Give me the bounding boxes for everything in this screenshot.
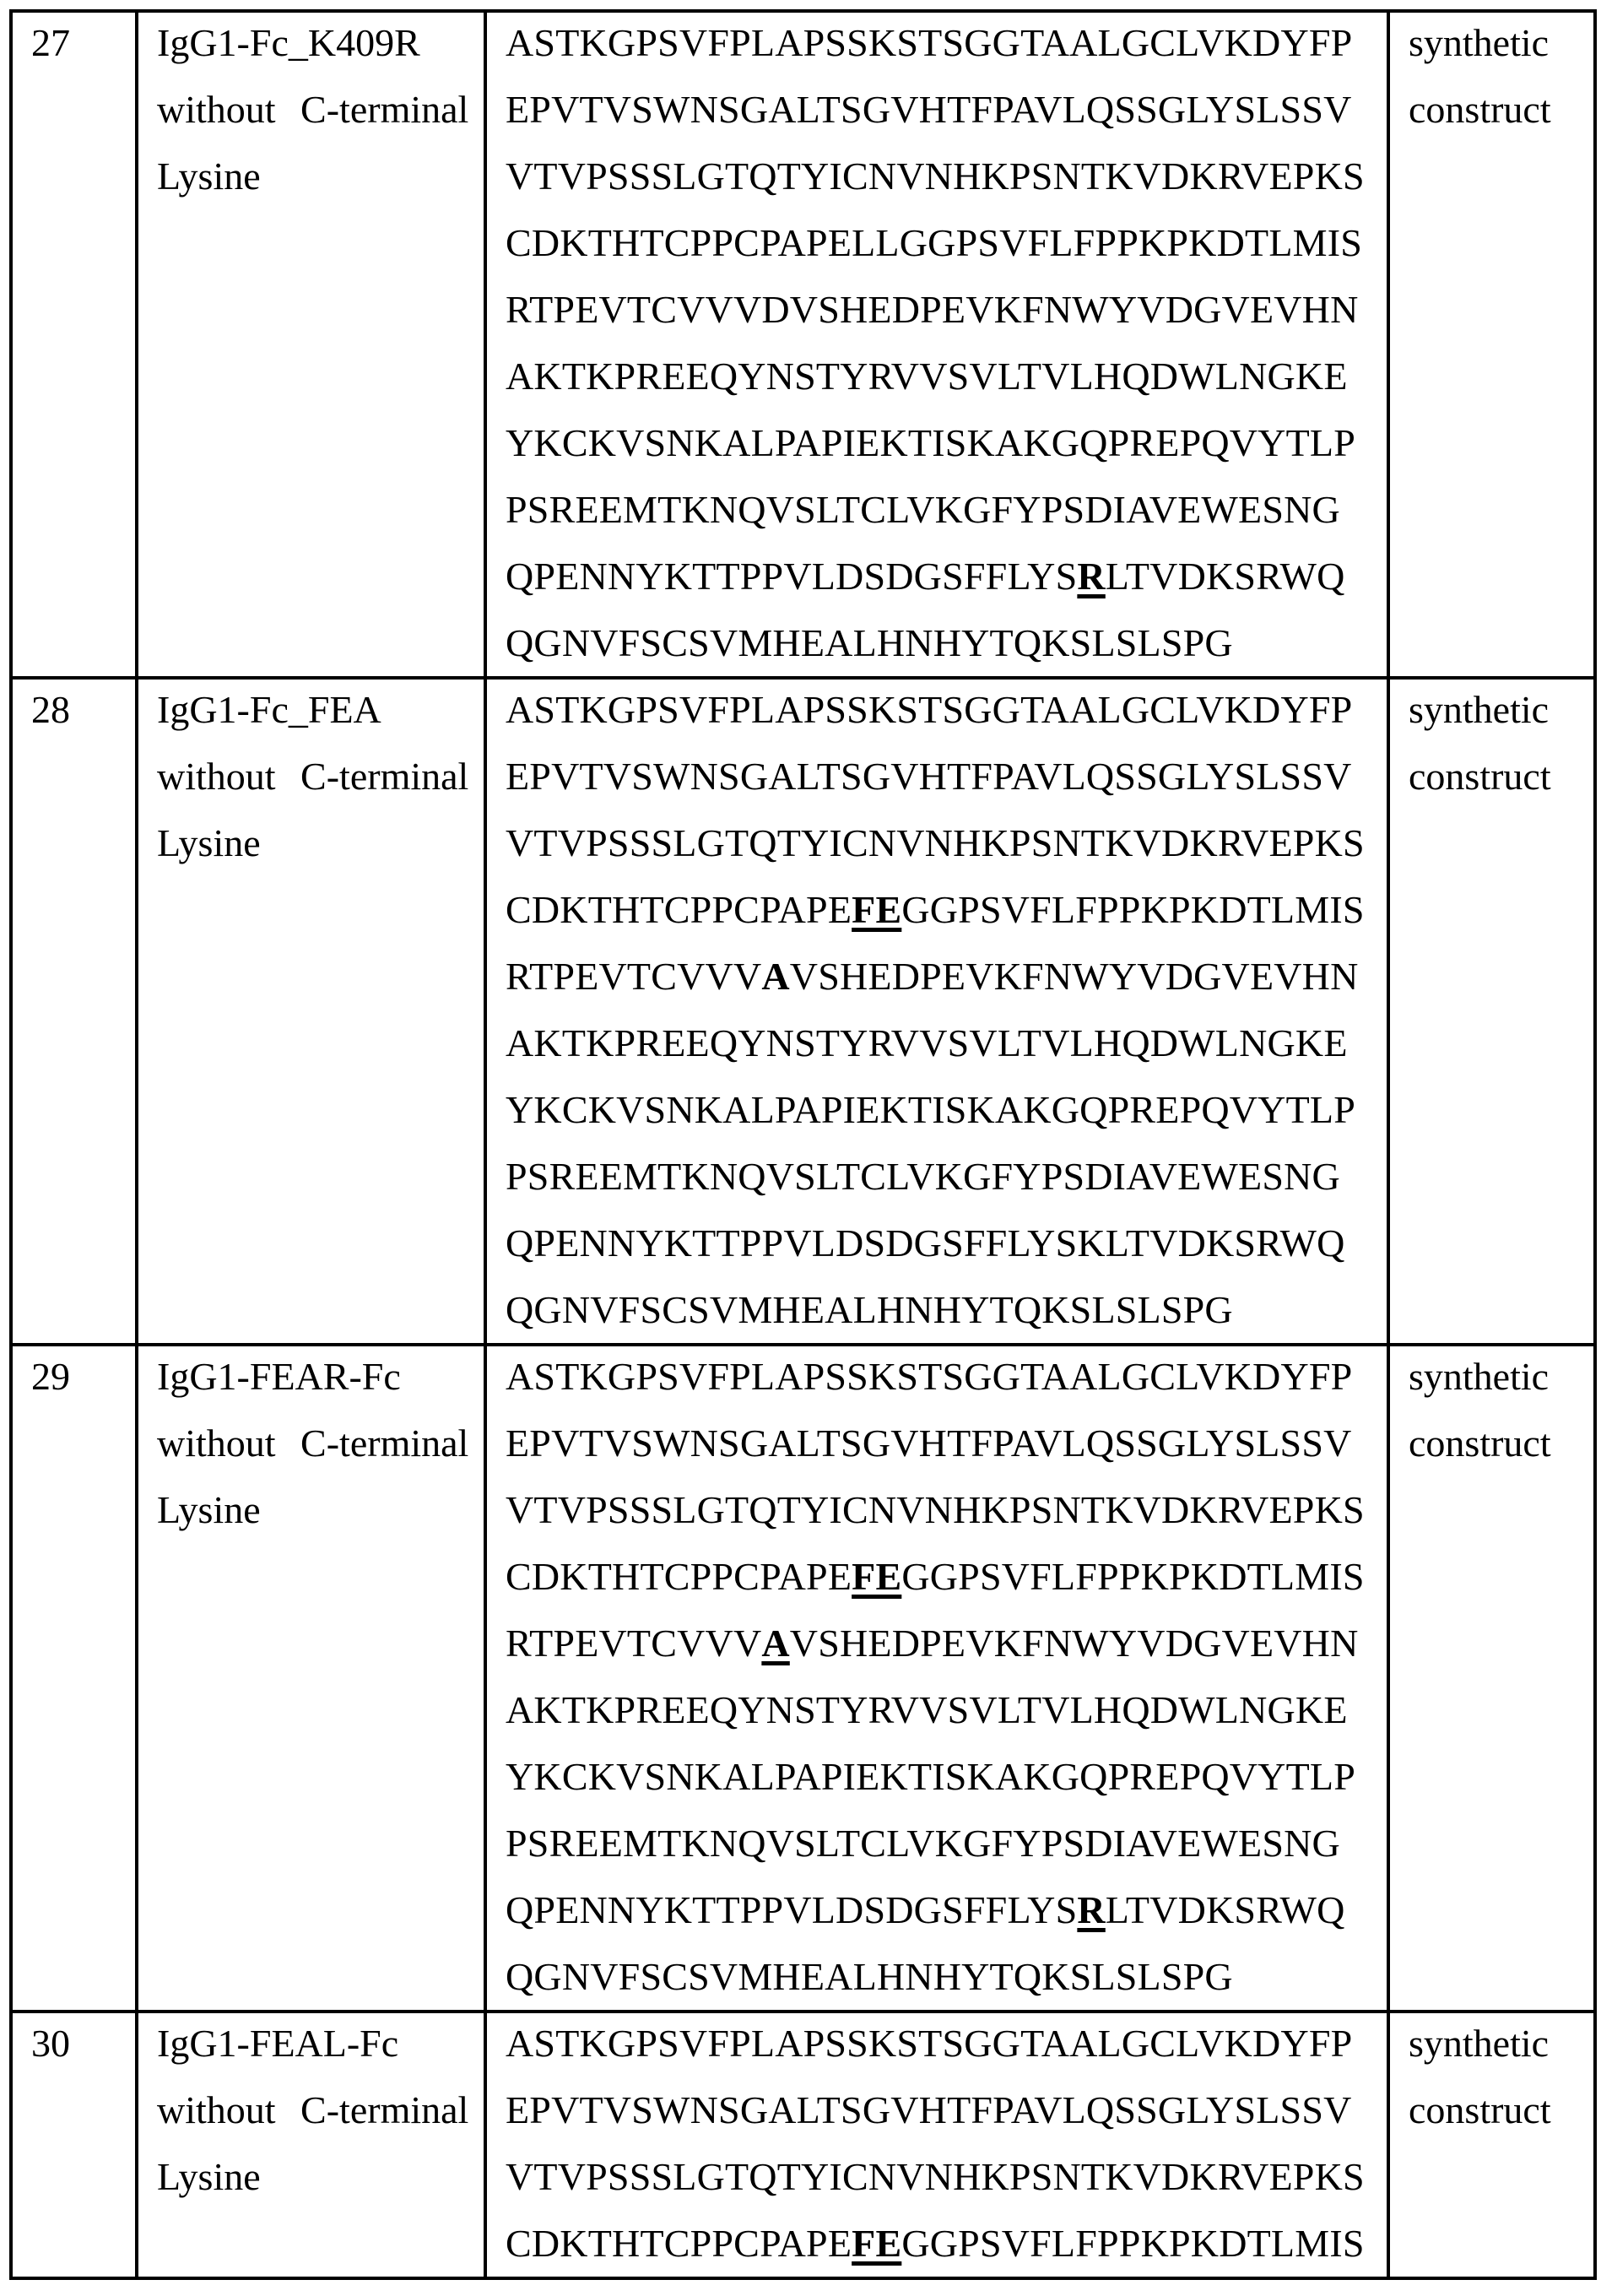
sequence-segment: VTVPSSSLGTQTYICNVNHKPSNTKVDKRVEPKS	[506, 154, 1365, 198]
sequence-segment: QGNVFSCSVMHEALHNHYTQKSLSLSPG	[506, 1288, 1233, 1331]
sequence-line	[506, 76, 1387, 143]
mutation-residue: FE	[852, 2222, 902, 2265]
sequence-segment: QGNVFSCSVMHEALHNHYTQKSLSLSPG	[506, 621, 1233, 664]
mutation-residue: A	[761, 955, 790, 998]
sequence-line	[506, 2210, 1387, 2277]
organism-source	[1409, 2010, 1593, 2143]
construct-name	[157, 1343, 475, 1543]
seq-id-cell	[11, 11, 137, 678]
sequence-line	[506, 2010, 1387, 2077]
sequence-segment: ASTKGPSVFPLAPSSKSTSGGTAALGCLVKDYFP	[506, 688, 1353, 731]
sequence-cell	[485, 11, 1388, 678]
sequence-segment: CDKTHTCPPCPAPE	[506, 1555, 852, 1598]
sequence-line	[506, 1676, 1387, 1743]
sequence-segment: CDKTHTCPPCPAPELLGGPSVFLFPPKPKDTLMIS	[506, 221, 1363, 264]
sequence-segment: CDKTHTCPPCPAPE	[506, 888, 852, 931]
sequence-segment: EPVTVSWNSGALTSGVHTFPAVLQSSGLYSLSSV	[506, 1421, 1352, 1465]
sequence-segment: RTPEVTCVVVDVSHEDPEVKFNWYVDGVEVHN	[506, 288, 1359, 331]
source-cell	[1388, 2012, 1595, 2278]
sequence-segment: RTPEVTCVVV	[506, 1622, 762, 1665]
sequence-line	[506, 1276, 1387, 1343]
source-line: construct	[1409, 2088, 1551, 2131]
construct-name-line: without C-terminal	[157, 1421, 469, 1465]
table-body	[11, 11, 1595, 2278]
sequence-line	[506, 876, 1387, 943]
sequence-line	[506, 1076, 1387, 1143]
sequence-line	[506, 143, 1387, 209]
sequence-segment: LTVDKSRWQ	[1105, 555, 1345, 598]
sequence-cell	[485, 1345, 1388, 2012]
sequence-segment: EPVTVSWNSGALTSGVHTFPAVLQSSGLYSLSSV	[506, 88, 1352, 131]
construct-name	[157, 2010, 475, 2210]
sequence-segment: GGPSVFLFPPKPKDTLMIS	[901, 888, 1365, 931]
sequence-segment: CDKTHTCPPCPAPE	[506, 2222, 852, 2265]
sequence-segment: VTVPSSSLGTQTYICNVNHKPSNTKVDKRVEPKS	[506, 821, 1365, 864]
construct-name	[157, 9, 475, 209]
sequence-segment: PSREEMTKNQVSLTCLVKGFYPSDIAVEWESNG	[506, 488, 1340, 531]
sequence-table	[9, 9, 1597, 2280]
sequence-segment: AKTKPREEQYNSTYRVVSVLTVLHQDWLNGKE	[506, 1688, 1348, 1731]
sequence-segment: YKCKVSNKALPAPIEKTISKAKGQPREPQVYTLP	[506, 421, 1355, 464]
source-line: synthetic	[1409, 2022, 1550, 2065]
sequence-segment: QPENNYKTTPPVLDSDGSFFLYSKLTVDKSRWQ	[506, 1221, 1345, 1264]
sequence-line	[506, 543, 1387, 609]
source-line: construct	[1409, 88, 1551, 131]
construct-name-line: IgG1-Fc_FEA	[157, 688, 381, 731]
mutation-residue: R	[1077, 555, 1106, 598]
seq-id: 28	[31, 688, 70, 731]
sequence-line	[506, 810, 1387, 876]
construct-name-line: without C-terminal	[157, 755, 469, 798]
sequence-line	[506, 1143, 1387, 1210]
table-row	[11, 11, 1595, 678]
sequence-segment: AKTKPREEQYNSTYRVVSVLTVLHQDWLNGKE	[506, 1021, 1348, 1064]
seq-id-cell	[11, 678, 137, 1345]
amino-acid-sequence	[506, 1343, 1387, 2010]
sequence-line	[506, 1743, 1387, 1810]
sequence-segment: AKTKPREEQYNSTYRVVSVLTVLHQDWLNGKE	[506, 355, 1348, 398]
sequence-segment: VSHEDPEVKFNWYVDGVEVHN	[789, 955, 1359, 998]
sequence-line	[506, 2077, 1387, 2143]
sequence-segment: GGPSVFLFPPKPKDTLMIS	[901, 2222, 1365, 2265]
sequence-segment: EPVTVSWNSGALTSGVHTFPAVLQSSGLYSLSSV	[506, 2088, 1352, 2131]
mutation-residue: FE	[852, 888, 902, 931]
construct-name-line: IgG1-Fc_K409R	[157, 21, 420, 64]
sequence-line	[506, 476, 1387, 543]
name-cell	[137, 678, 485, 1345]
sequence-segment: PSREEMTKNQVSLTCLVKGFYPSDIAVEWESNG	[506, 1155, 1340, 1198]
sequence-cell	[485, 2012, 1388, 2278]
sequence-segment: RTPEVTCVVV	[506, 955, 762, 998]
sequence-line	[506, 1343, 1387, 1410]
seq-id-cell	[11, 1345, 137, 2012]
construct-name-line: Lysine	[157, 2155, 261, 2198]
construct-name-line: without C-terminal	[157, 88, 469, 131]
sequence-line	[506, 409, 1387, 476]
sequence-segment: VTVPSSSLGTQTYICNVNHKPSNTKVDKRVEPKS	[506, 1488, 1365, 1531]
sequence-segment: VSHEDPEVKFNWYVDGVEVHN	[789, 1622, 1359, 1665]
sequence-line	[506, 1610, 1387, 1676]
sequence-segment: YKCKVSNKALPAPIEKTISKAKGQPREPQVYTLP	[506, 1088, 1355, 1131]
construct-name-line: IgG1-FEAR-Fc	[157, 1355, 401, 1398]
sequence-segment: VTVPSSSLGTQTYICNVNHKPSNTKVDKRVEPKS	[506, 2155, 1365, 2198]
sequence-segment: GGPSVFLFPPKPKDTLMIS	[901, 1555, 1365, 1598]
name-cell	[137, 11, 485, 678]
sequence-line	[506, 9, 1387, 76]
sequence-line	[506, 209, 1387, 276]
seq-id: 29	[31, 1355, 70, 1398]
sequence-line	[506, 743, 1387, 810]
source-cell	[1388, 678, 1595, 1345]
sequence-segment: YKCKVSNKALPAPIEKTISKAKGQPREPQVYTLP	[506, 1755, 1355, 1798]
sequence-line	[506, 2143, 1387, 2210]
construct-name-line: IgG1-FEAL-Fc	[157, 2022, 399, 2065]
seq-id-cell	[11, 2012, 137, 2278]
sequence-line	[506, 343, 1387, 409]
table-row	[11, 2012, 1595, 2278]
source-line: synthetic	[1409, 21, 1550, 64]
sequence-segment: QPENNYKTTPPVLDSDGSFFLYS	[506, 1888, 1078, 1931]
sequence-segment: EPVTVSWNSGALTSGVHTFPAVLQSSGLYSLSSV	[506, 755, 1352, 798]
sequence-line	[506, 1543, 1387, 1610]
sequence-line	[506, 676, 1387, 743]
seq-id: 27	[31, 21, 70, 64]
sequence-line	[506, 276, 1387, 343]
sequence-line	[506, 1476, 1387, 1543]
sequence-line	[506, 1943, 1387, 2010]
sequence-line	[506, 1876, 1387, 1943]
table-row	[11, 1345, 1595, 2012]
mutation-residue: R	[1077, 1888, 1106, 1931]
sequence-segment: ASTKGPSVFPLAPSSKSTSGGTAALGCLVKDYFP	[506, 1355, 1353, 1398]
organism-source	[1409, 676, 1593, 810]
mutation-residue: FE	[852, 1555, 902, 1598]
source-cell	[1388, 11, 1595, 678]
sequence-segment: QPENNYKTTPPVLDSDGSFFLYS	[506, 555, 1078, 598]
amino-acid-sequence	[506, 9, 1387, 676]
mutation-residue: A	[761, 1622, 790, 1665]
construct-name-line: Lysine	[157, 821, 261, 864]
seq-id: 30	[31, 2022, 70, 2065]
table-row	[11, 678, 1595, 1345]
name-cell	[137, 1345, 485, 2012]
sequence-line	[506, 1410, 1387, 1476]
sequence-segment: LTVDKSRWQ	[1105, 1888, 1345, 1931]
organism-source	[1409, 1343, 1593, 1476]
sequence-cell	[485, 678, 1388, 1345]
construct-name-line: without C-terminal	[157, 2088, 469, 2131]
amino-acid-sequence	[506, 2010, 1387, 2277]
organism-source	[1409, 9, 1593, 143]
amino-acid-sequence	[506, 676, 1387, 1343]
sequence-line	[506, 1210, 1387, 1276]
sequence-line	[506, 609, 1387, 676]
sequence-segment: QGNVFSCSVMHEALHNHYTQKSLSLSPG	[506, 1955, 1233, 1998]
source-line: construct	[1409, 755, 1551, 798]
sequence-segment: ASTKGPSVFPLAPSSKSTSGGTAALGCLVKDYFP	[506, 2022, 1353, 2065]
source-cell	[1388, 1345, 1595, 2012]
construct-name	[157, 676, 475, 876]
sequence-line	[506, 1010, 1387, 1076]
name-cell	[137, 2012, 485, 2278]
source-line: synthetic	[1409, 688, 1550, 731]
sequence-segment: ASTKGPSVFPLAPSSKSTSGGTAALGCLVKDYFP	[506, 21, 1353, 64]
sequence-line	[506, 943, 1387, 1010]
sequence-segment: PSREEMTKNQVSLTCLVKGFYPSDIAVEWESNG	[506, 1822, 1340, 1865]
construct-name-line: Lysine	[157, 154, 261, 198]
construct-name-line: Lysine	[157, 1488, 261, 1531]
source-line: synthetic	[1409, 1355, 1550, 1398]
sequence-line	[506, 1810, 1387, 1876]
source-line: construct	[1409, 1421, 1551, 1465]
